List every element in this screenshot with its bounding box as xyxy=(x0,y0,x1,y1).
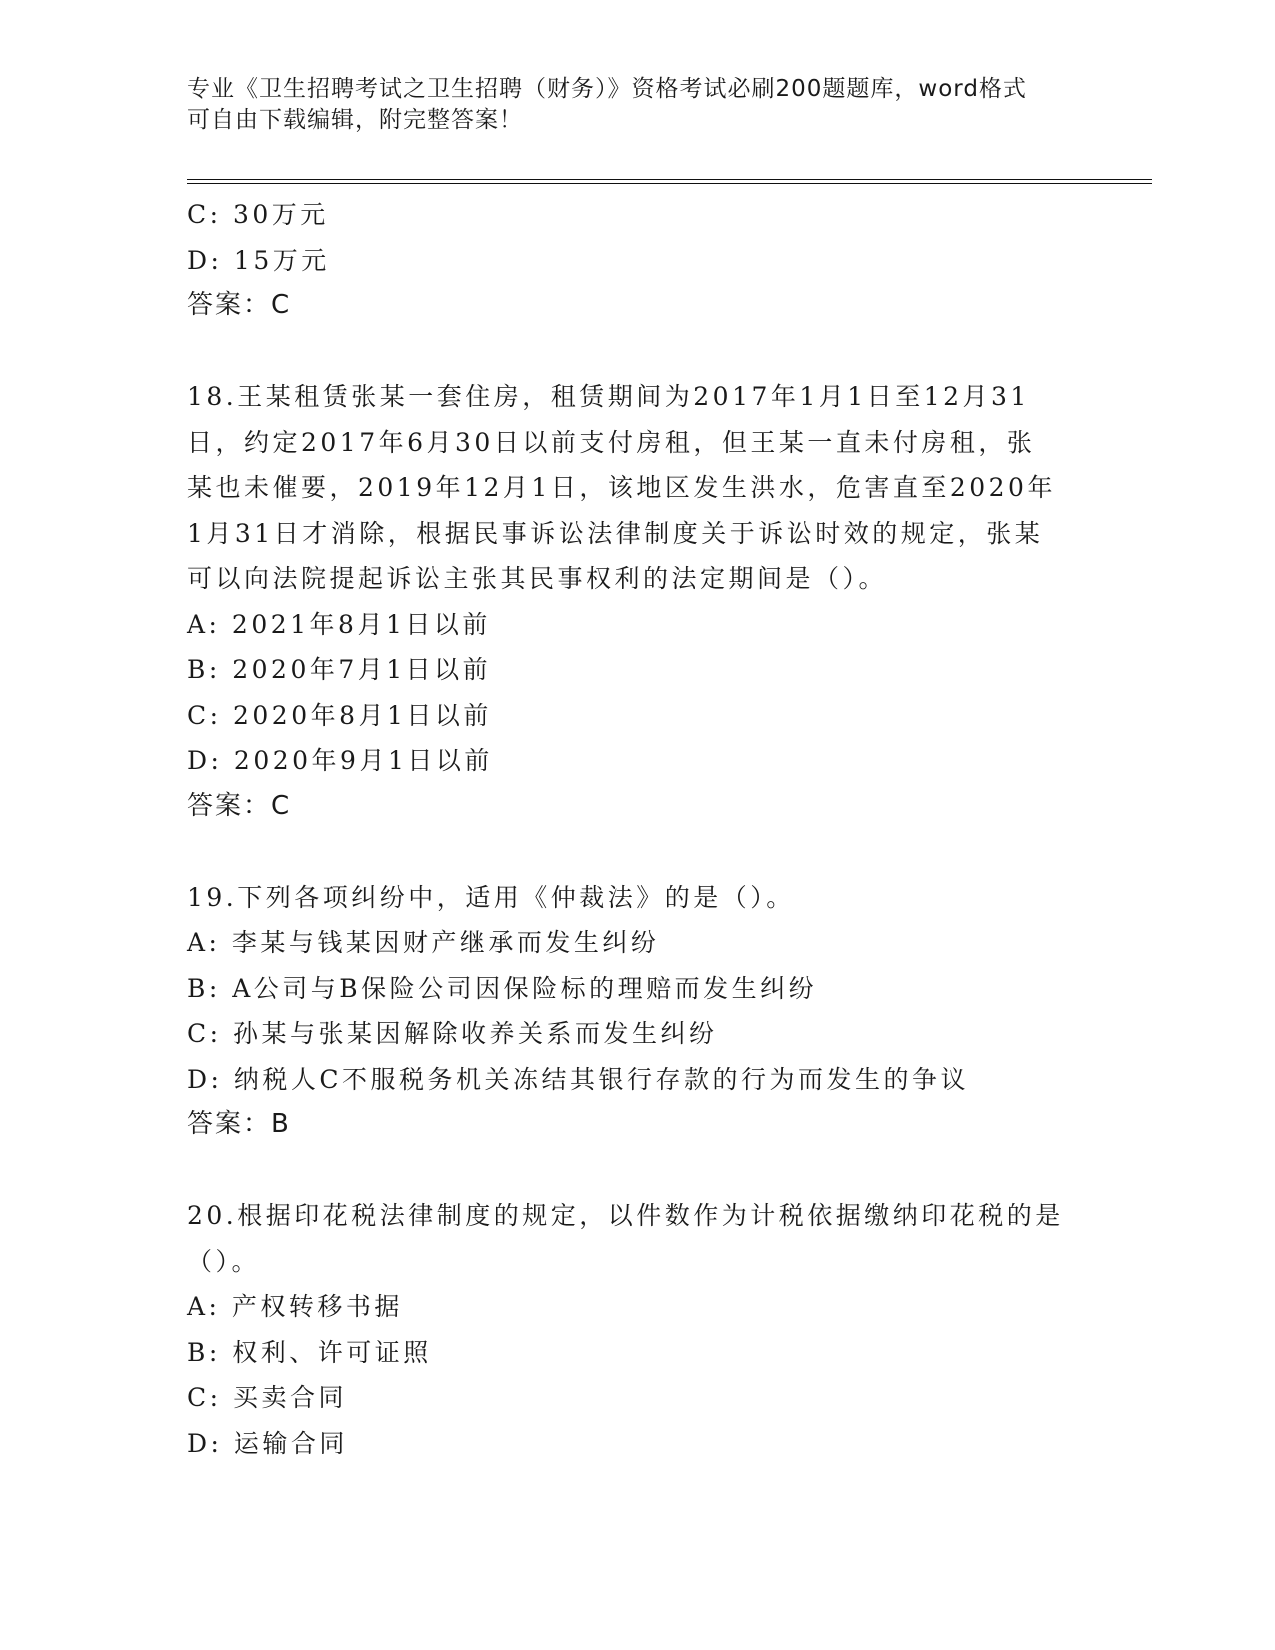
q18-answer: 答案：C xyxy=(187,790,292,821)
q20-option-d: D: 运输合同 xyxy=(187,1428,348,1458)
q19-answer: 答案：B xyxy=(187,1109,291,1139)
spacer xyxy=(187,1148,1087,1194)
prev-option-d: D: 15万元 xyxy=(187,245,330,275)
header-title-line-2: 可自由下载编辑，附完整答案！ xyxy=(187,107,523,133)
question-19 xyxy=(187,875,1087,1148)
header-title-line-1: 专业《卫生招聘考试之卫生招聘（财务）》资格考试必刷200题题库，word格式 xyxy=(187,76,1027,102)
q20-option-c: C: 买卖合同 xyxy=(187,1383,347,1412)
prev-answer: 答案：C xyxy=(187,290,292,320)
q19-option-a: A: 李某与钱某因财产继承而发生纠纷 xyxy=(187,928,660,957)
q18-option-c: C: 2020年8月1日以前 xyxy=(187,700,492,730)
question-list xyxy=(187,192,1087,1466)
q20-stem-line-2: （）。 xyxy=(187,1246,261,1276)
question-18 xyxy=(187,374,1087,829)
q20-option-a: A: 产权转移书据 xyxy=(187,1292,403,1321)
question-20 xyxy=(187,1193,1087,1466)
q19-option-d: D: 纳税人C不服税务机关冻结其银行存款的行为而发生的争议 xyxy=(187,1064,970,1094)
document-header xyxy=(187,74,1067,136)
prev-option-c: C: 30万元 xyxy=(187,200,329,229)
q18-option-b: B: 2020年7月1日以前 xyxy=(187,655,492,684)
q18-stem-line-5: 可以向法院提起诉讼主张其民事权利的法定期间是（）。 xyxy=(187,564,888,593)
q19-stem: 19.下列各项纠纷中，适用《仲裁法》的是（）。 xyxy=(187,882,795,912)
q18-stem-line-4: 1月31日才消除，根据民事诉讼法律制度关于诉讼时效的规定，张某 xyxy=(187,518,1044,548)
q18-option-d: D: 2020年9月1日以前 xyxy=(187,746,493,775)
spacer xyxy=(187,329,1087,375)
q20-stem-line-1: 20.根据印花税法律制度的规定，以件数作为计税依据缴纳印花税的是 xyxy=(187,1201,1064,1230)
q18-stem-line-2: 日，约定2017年6月30日以前支付房租，但王某一直未付房租，张 xyxy=(187,427,1036,457)
q18-stem-line-3: 某也未催要，2019年12月1日，该地区发生洪水，危害直至2020年 xyxy=(187,473,1056,502)
q19-option-b: B: A公司与B保险公司因保险标的理赔而发生纠纷 xyxy=(187,973,818,1003)
header-divider xyxy=(187,179,1152,184)
q19-option-c: C: 孙某与张某因解除收养关系而发生纠纷 xyxy=(187,1019,718,1048)
q18-stem-line-1: 18.王某租赁张某一套住房，租赁期间为2017年1月1日至12月31 xyxy=(187,382,1030,411)
spacer xyxy=(187,829,1087,875)
q18-option-a: A: 2021年8月1日以前 xyxy=(187,609,491,639)
q20-option-b: B: 权利、许可证照 xyxy=(187,1337,432,1367)
